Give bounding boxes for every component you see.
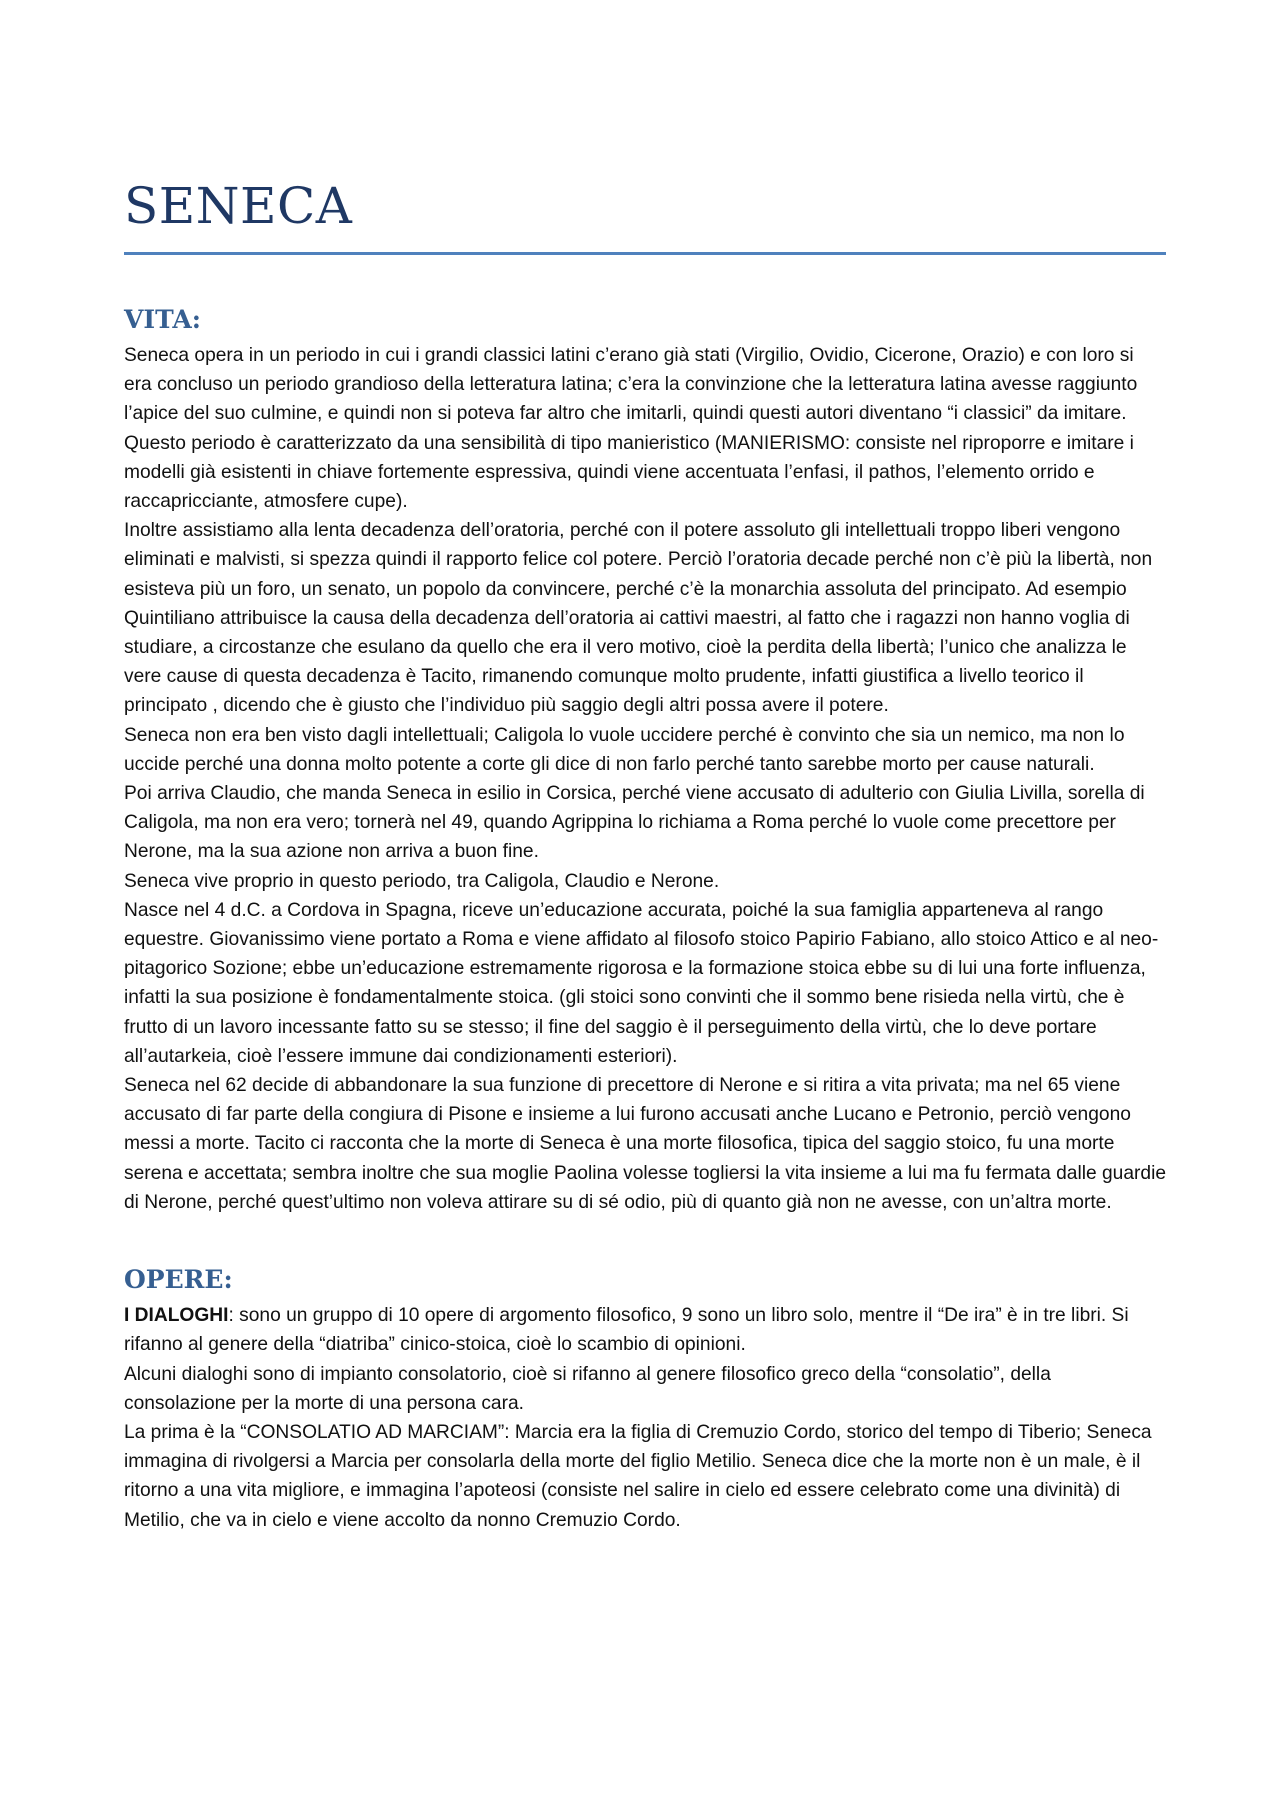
- term-dialoghi: I DIALOGHI: [124, 1305, 229, 1327]
- paragraph: Alcuni dialoghi sono di impianto consolatorio, cioè si rifanno al genere filosofico greco della “consolatio”, della consolazione per la morte di una persona cara.: [124, 1363, 1051, 1414]
- paragraph: Seneca vive proprio in questo periodo, tra Caligola, Claudio e Nerone.: [124, 870, 720, 892]
- paragraph: Seneca non era ben visto dagli intellettuali; Caligola lo vuole uccidere perché è convinto che sia un nemico, ma non lo uccide perché una donna molto potente a corte gli dice di non farlo perché tanto sarebbe morto per cause naturali.: [124, 724, 1125, 775]
- paragraph: La prima è la “CONSOLATIO AD MARCIAM”: Marcia era la figlia di Cremuzio Cordo, storico del tempo di Tiberio; Seneca immagina di rivolgersi a Marcia per consolarla della morte del figlio Metilio. Seneca dice che la morte non è un male, è il ritorno a una vita migliore, e immagina l’apoteosi (consiste nel salire in cielo ed essere celebrato come una divinità) di Metilio, che va in cielo e viene accolto da nonno Cremuzio Cordo.: [124, 1421, 1152, 1531]
- section-opere: [124, 1263, 1166, 1535]
- document-page: [124, 170, 1166, 1535]
- section-body-opere: [124, 1301, 1166, 1535]
- paragraph: Inoltre assistiamo alla lenta decadenza dell’oratoria, perché con il potere assoluto gli intellettuali troppo liberi vengono eliminati e malvisti, si spezza quindi il rapporto felice col potere. Perciò l’oratoria decade perché non c’è più la libertà, non esisteva più un foro, un senato, un popolo da convincere, perché c’è la monarchia assoluta del principato. Ad esempio Quintiliano attribuisce la causa della decadenza dell’oratoria ai cattivi maestri, al fatto che i ragazzi non hanno voglia di studiare, a circostanze che esulano da quello che era il vero motivo, cioè la perdita della libertà; l’unico che analizza le vere cause di questa decadenza è Tacito, rimanendo comunque molto prudente, infatti giustifica a livello teorico il principato , dicendo che è giusto che l’individuo più saggio degli altri possa avere il potere.: [124, 520, 1153, 717]
- title-underline: [124, 252, 1166, 255]
- paragraph: Seneca opera in un periodo in cui i grandi classici latini c’erano già stati (Virgilio, Ovidio, Cicerone, Orazio) e con loro si era concluso un periodo grandioso della letteratura latina; c’era la convinzione che la letteratura latina avesse raggiunto l’apice del suo culmine, e quindi non si poteva far altro che imitarli, quindi questi autori diventano “i classici” da imitare. Questo periodo è caratterizzato da una sensibilità di tipo manieristico (MANIERISMO: consiste nel riproporre e imitare i modelli già esistenti in chiave fortemente espressiva, quindi viene accentuata l’enfasi, il pathos, l’elemento orrido e raccapricciante, atmosfere cupe).: [124, 345, 1138, 513]
- paragraph: Poi arriva Claudio, che manda Seneca in esilio in Corsica, perché viene accusato di adulterio con Giulia Livilla, sorella di Caligola, ma non era vero; tornerà nel 49, quando Agrippina lo richiama a Roma perché lo vuole come precettore per Nerone, ma la sua azione non arriva a buon fine.: [124, 783, 1145, 863]
- document-title: SENECA: [124, 177, 353, 235]
- section-heading-vita: VITA:: [124, 305, 201, 334]
- section-heading-opere: OPERE:: [124, 1265, 233, 1295]
- paragraph: Nasce nel 4 d.C. a Cordova in Spagna, riceve un’educazione accurata, poiché la sua famiglia apparteneva al rango equestre. Giovanissimo viene portato a Roma e viene affidato al filosofo stoico Papirio Fabiano, allo stoico Attico e al neo-pitagorico Sozione; ebbe un’educazione estremamente rigorosa e la formazione stoica ebbe su di lui una forte influenza, infatti la sua posizione è fondamentalmente stoica. (gli stoici sono convinti che il sommo bene risieda nella virtù, che è frutto di un lavoro incessante fatto su se stesso; il fine del saggio è il perseguimento della virtù, che lo deve portare all’autarkeia, cioè l’essere immune dai condizionamenti esteriori).: [124, 899, 1159, 1067]
- paragraph: Seneca nel 62 decide di abbandonare la sua funzione di precettore di Nerone e si ritira a vita privata; ma nel 65 viene accusato di far parte della congiura di Pisone e insieme a lui furono accusati anche Lucano e Petronio, perciò vengono messi a morte. Tacito ci racconta che la morte di Seneca è una morte filosofica, tipica del saggio stoico, fu una morte serena e accettata; sembra inoltre che sua moglie Paolina volesse togliersi la vita insieme a lui ma fu fermata dalle guardie di Nerone, perché quest’ultimo non voleva attirare su di sé odio, più di quanto già non ne avesse, con un’altra morte.: [124, 1075, 1166, 1213]
- dialoghi-description: : sono un gruppo di 10 opere di argomento filosofico, 9 sono un libro solo, mentre il “De ira” è in tre libri. Si rifanno al genere della “diatriba” cinico-stoica, cioè lo scambio di opinioni.: [124, 1305, 1129, 1356]
- section-vita: [124, 303, 1166, 1217]
- paragraph-dialoghi: [124, 1301, 1166, 1359]
- section-body-vita: [124, 341, 1166, 1217]
